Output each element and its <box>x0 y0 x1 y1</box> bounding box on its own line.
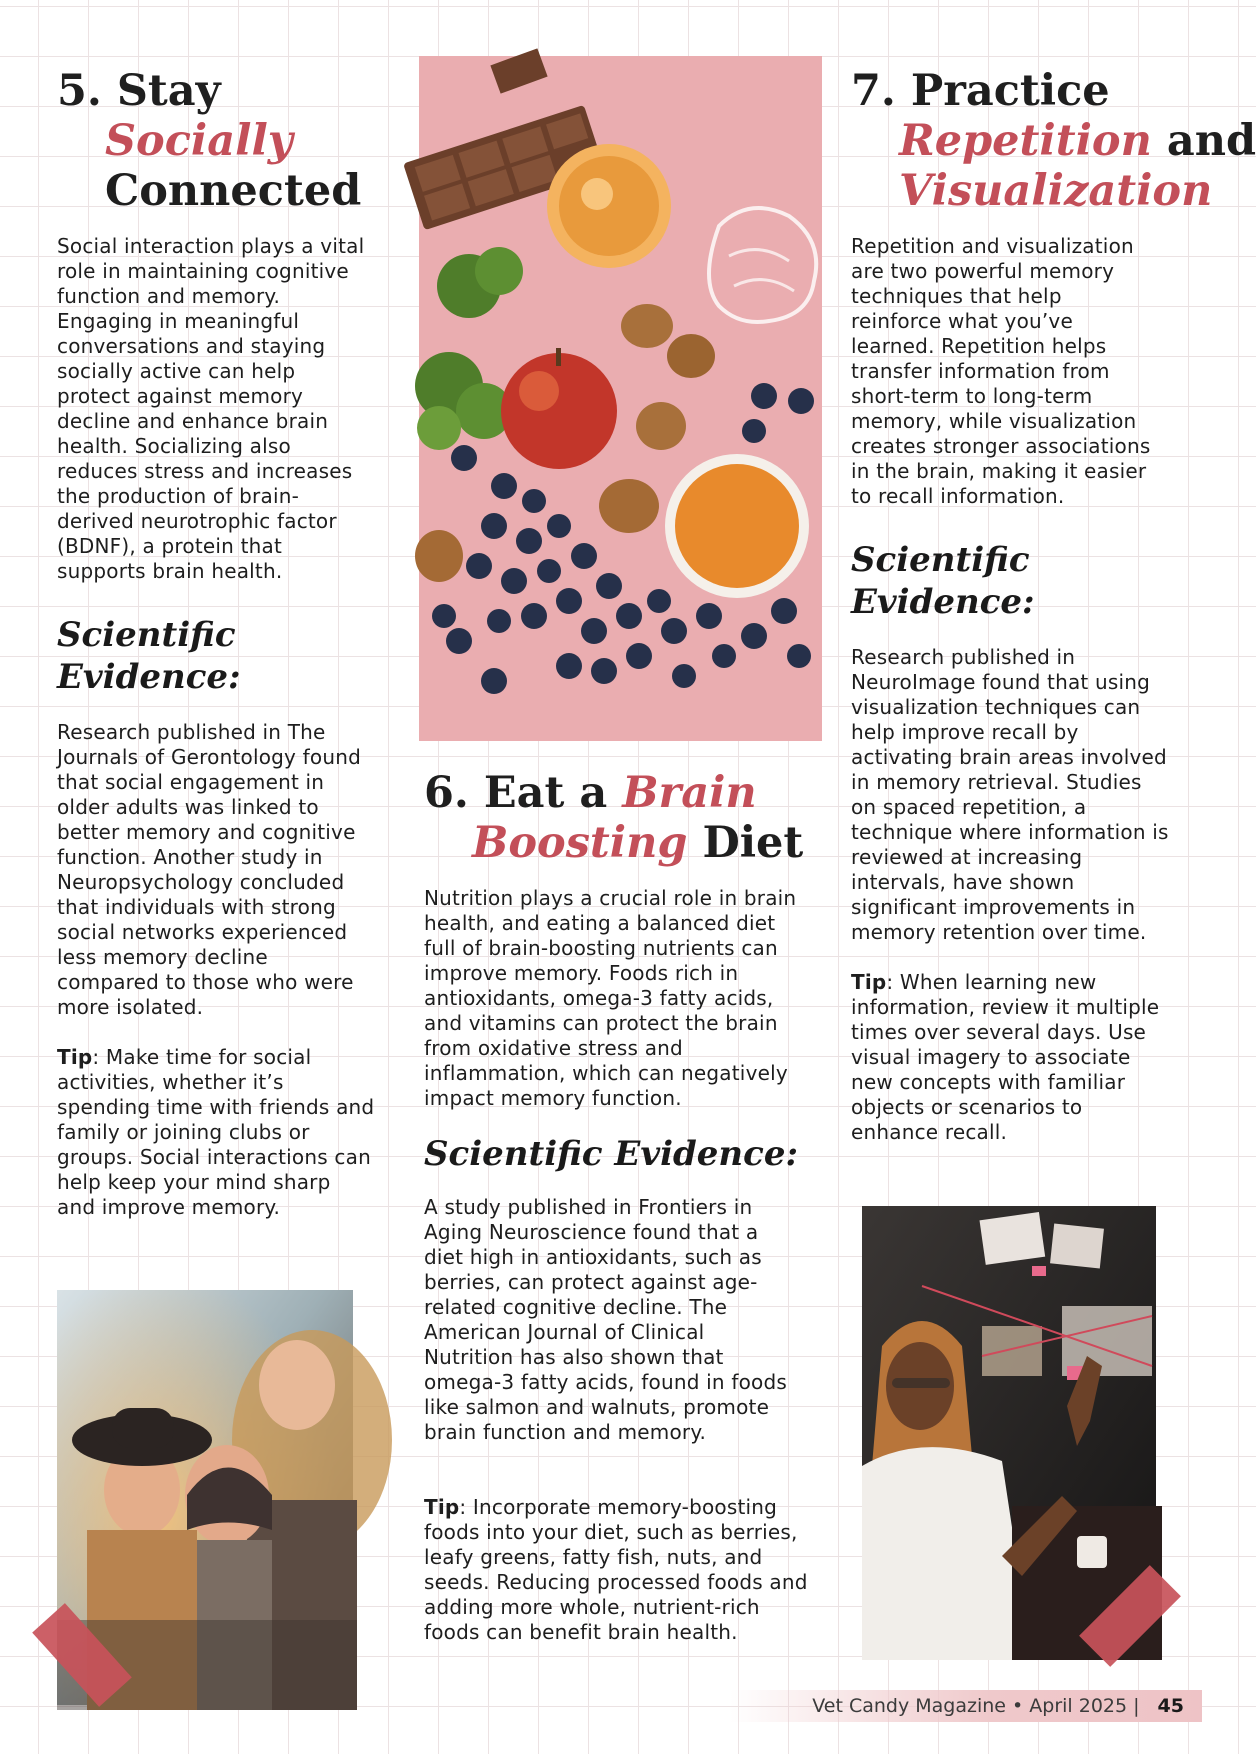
tip-label: Tip <box>57 1045 93 1069</box>
section-7-evidence-body: Research published in NeuroImage found that using visualization techniques can help improve recall by activating brain areas involved in memory retrieval. Studies on spaced repetition, a technique where information is reviewed at increasing intervals, have shown significant improvements in memory retention over time. <box>851 645 1169 944</box>
tip-label: Tip <box>424 1495 460 1519</box>
section-7-evidence-title: Scientific Evidence: <box>851 540 1035 622</box>
tip-label: Tip <box>851 970 887 994</box>
heading-text: and <box>1166 116 1256 166</box>
section-6-tip <box>424 1495 814 1645</box>
section-6-body: Nutrition plays a crucial role in brain health, and eating a balanced diet full of brain-boosting nutrients can improve memory. Foods rich in antioxidants, omega-3 fatty acids, and vitamins can protect the brain from oxidative stress and inflammation, which can negatively impact memory function. <box>424 886 797 1110</box>
section-7-tip <box>851 970 1161 1145</box>
section-6-heading <box>424 768 814 868</box>
section-number: 7. <box>851 66 896 116</box>
section-7-heading <box>851 66 1256 216</box>
section-6-evidence-body: A study published in Frontiers in Aging Neuroscience found that a diet high in antioxidants, such as berries, can protect against age-related cognitive decline. The American Journal of Clinical Nutrition has also shown that omega-3 fatty acids, found in foods like salmon and walnuts, promote brain function and memory. <box>424 1195 787 1444</box>
section-5-evidence-body: Research published in The Journals of Gerontology found that social engagement in older adults was linked to better memory and cognitive function. Another study in Neuropsychology concluded that individuals with strong social networks experienced less memory decline compared to those who were more isolated. <box>57 720 361 1019</box>
heading-text: Practice <box>910 66 1110 116</box>
heading-accent: Socially <box>105 116 293 166</box>
section-6-evidence-title: Scientific Evidence: <box>424 1134 798 1174</box>
heading-text: Eat a <box>483 768 608 818</box>
visualization-illustration <box>862 1206 1156 1660</box>
page-number: 45 <box>1157 1695 1184 1717</box>
heading-accent: Visualization <box>899 166 1213 216</box>
heading-accent: Brain <box>622 768 757 818</box>
section-number: 6. <box>424 768 469 818</box>
section-7 <box>851 66 1256 1145</box>
heading-text: Stay <box>116 66 221 116</box>
publication-name: Vet Candy Magazine • April 2025 | <box>812 1695 1140 1717</box>
heading-accent: Boosting <box>472 818 688 868</box>
section-7-body: Repetition and visualization are two powerful memory techniques that help reinforce what you’ve learned. Repetition helps transfer information from short-term to long-term memory, while visualization creates stronger associations in the brain, making it easier to recall information. <box>851 234 1151 508</box>
page-footer <box>730 1690 1202 1722</box>
heading-text: Connected <box>105 166 362 216</box>
tip-text: : Make time for social activities, whether it’s spending time with friends and family or joining clubs or groups. Social interactions can help keep your mind sharp and improve memory. <box>57 1045 375 1219</box>
section-5-tip <box>57 1045 375 1220</box>
visualization-photo <box>862 1206 1156 1660</box>
section-number: 5. <box>57 66 102 116</box>
section-5-evidence-title: Scientific Evidence: <box>57 615 241 697</box>
section-6 <box>424 768 814 1645</box>
heading-accent: Repetition <box>899 116 1152 166</box>
section-5-heading <box>57 66 377 216</box>
brain-food-illustration <box>419 56 822 741</box>
section-5 <box>57 66 377 1220</box>
brain-food-photo <box>419 56 822 741</box>
tip-text: : Incorporate memory-boosting foods into your diet, such as berries, leafy greens, fatty fish, nuts, and seeds. Reducing processed foods and adding more whole, nutrient-rich foods can benefit brain health. <box>424 1495 808 1644</box>
section-5-body: Social interaction plays a vital role in maintaining cognitive function and memory. Engaging in meaningful conversations and staying socially active can help protect against memory decline and enhance brain health. Socializing also reduces stress and increases the production of brain-derived neurotrophic factor (BDNF), a protein that supports brain health. <box>57 234 365 583</box>
tip-text: : When learning new information, review it multiple times over several days. Use visual imagery to associate new concepts with familiar objects or scenarios to enhance recall. <box>851 970 1160 1144</box>
heading-text: Diet <box>702 818 804 868</box>
